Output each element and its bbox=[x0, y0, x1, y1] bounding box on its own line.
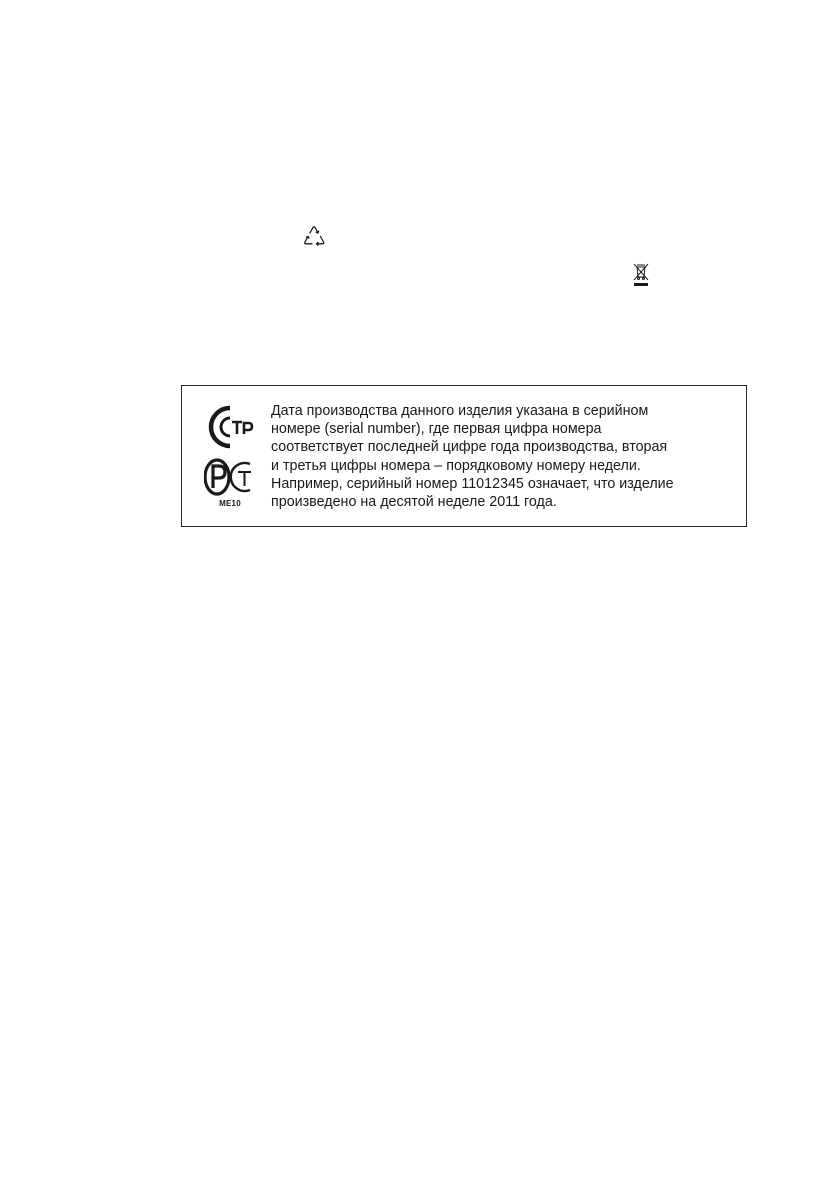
text-line: и третья цифры номера – порядковому номеру недели. bbox=[271, 457, 641, 474]
recycle-icon bbox=[302, 224, 326, 250]
certification-code: ME10 bbox=[219, 499, 241, 508]
text-line: соответствует последней цифре года производства, вторая bbox=[271, 439, 668, 456]
certification-notice bbox=[181, 385, 747, 527]
pct-gost-r-mark bbox=[204, 458, 254, 496]
text-line: Дата производства данного изделия указана в серийном bbox=[271, 403, 649, 419]
crossed-out-wheelie-bin-icon bbox=[632, 262, 650, 288]
text-line: произведено на десятой неделе 2011 года. bbox=[271, 494, 557, 511]
eac-tr-mark bbox=[204, 404, 254, 450]
production-date-explanation bbox=[271, 402, 741, 511]
text-line: номере (serial number), где первая цифра номера bbox=[271, 421, 602, 438]
certification-marks bbox=[202, 404, 258, 516]
text-line: Например, серийный номер 11012345 означает, что изделие bbox=[271, 475, 674, 492]
